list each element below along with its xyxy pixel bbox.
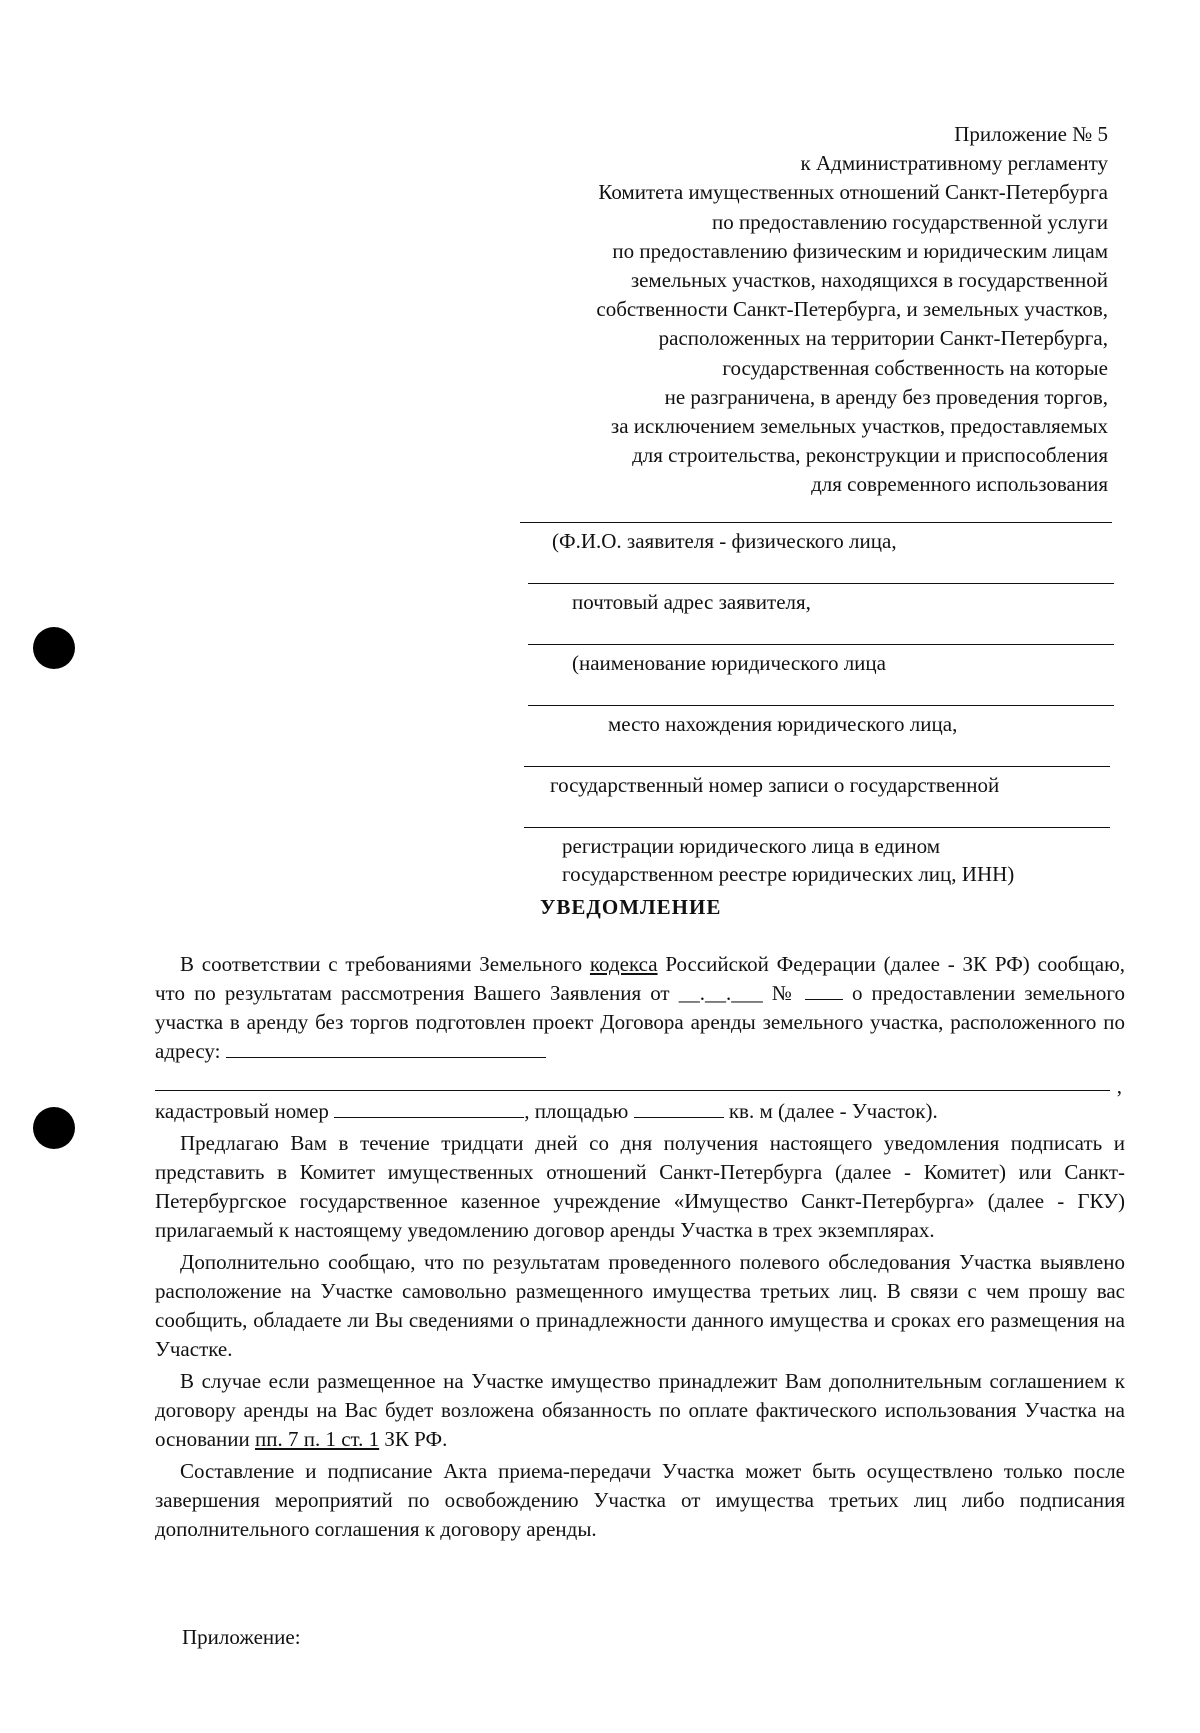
applicant-fields (520, 500, 1130, 888)
header-line: для строительства, реконструкции и приспособления (632, 443, 1108, 468)
paragraph-intro (155, 950, 1125, 1066)
land-code-link[interactable]: кодекса (589, 952, 658, 976)
text: В соответствии с требованиями Земельного (180, 952, 583, 976)
header-line: земельных участков, находящихся в государственной (630, 268, 1108, 293)
text: , площадью (524, 1099, 629, 1123)
header-line: не разграничена, в аренду без проведения торгов, (664, 384, 1108, 409)
field-caption: почтовый адрес заявителя, (572, 590, 811, 614)
address-blank[interactable] (226, 1039, 546, 1058)
field-registry-inn[interactable] (520, 827, 1130, 888)
text: Российской Федерации (далее - ЗК РФ) сообщаю, что по результатам рассмотрения Вашего Заявления от (155, 952, 1126, 1005)
header-line: государственная собственность на которые (722, 355, 1108, 380)
area-blank[interactable] (634, 1099, 724, 1118)
paragraph-inspection: Дополнительно сообщаю, что по результатам проведенного полевого обследования Участка выявлено расположение на Участке самовольно размещенного имущества третьих лиц. В связи с чем прошу вас сообщить, обладаете ли Вы сведениями о принадлежности данного имущества и сроках его размещения на Участке. (155, 1250, 1125, 1361)
field-caption: регистрации юридического лица в едином (562, 834, 941, 858)
appendix-header (468, 120, 1108, 500)
header-line: по предоставлению физическим и юридическим лицам (612, 238, 1108, 263)
field-caption: место нахождения юридического лица, (608, 712, 958, 736)
header-line: расположенных на территории Санкт-Петербурга, (658, 326, 1108, 351)
text: № (771, 981, 796, 1005)
field-applicant-name[interactable] (520, 522, 1130, 555)
field-caption: государственный номер записи о государственной (550, 773, 1000, 797)
text: о предоставлении земельного участка в аренду без торгов подготовлен проект Договора аренды земельного участка, расположенного по адресу: (155, 981, 1125, 1063)
appendix-label: Приложение: (182, 1625, 301, 1649)
notice-body (155, 950, 1125, 1547)
notice-title: УВЕДОМЛЕНИЕ (540, 895, 722, 919)
text: ЗК РФ. (384, 1427, 448, 1451)
header-line: по предоставлению государственной услуги (712, 209, 1108, 234)
cadastral-number-blank[interactable] (334, 1099, 524, 1118)
header-line: собственности Санкт-Петербурга, и земельных участков, (596, 297, 1108, 322)
text: В случае если размещенное на Участке имущество принадлежит Вам дополнительным соглашением к договору аренды на Вас будет возложена обязанность по оплате фактического использования Участка на основании (155, 1369, 1125, 1451)
text: кв. м (далее - Участок). (728, 1099, 938, 1123)
punch-hole-top (33, 627, 75, 669)
header-line: за исключением земельных участков, предоставляемых (610, 414, 1108, 439)
field-caption: (Ф.И.О. заявителя - физического лица, (552, 529, 897, 553)
address-blank-line[interactable] (155, 1070, 1122, 1098)
comma: , (1116, 1074, 1122, 1098)
field-postal-address[interactable] (520, 583, 1130, 616)
header-line: Приложение № 5 (954, 122, 1108, 146)
header-line: к Административному регламенту (800, 151, 1108, 176)
paragraph-offer: Предлагаю Вам в течение тридцати дней со дня получения настоящего уведомления подписать и представить в Комитет имущественных отношений Санкт-Петербурга (далее - Комитет) или Санкт-Петербургское государственное казенное учреждение «Имущество Санкт-Петербурга» (далее - ГКУ) прилагаемый к настоящему уведомлению договор аренды Участка в трех экземплярах. (155, 1131, 1125, 1242)
field-caption: (наименование юридического лица (572, 651, 886, 675)
field-registration-number[interactable] (520, 766, 1130, 799)
paragraph-act: Составление и подписание Акта приема-передачи Участка может быть осуществлено только после завершения мероприятий по освобождению Участка от имущества третьих лиц либо подписания дополнительного соглашения к договору аренды. (155, 1459, 1125, 1541)
article-link[interactable]: пп. 7 п. 1 ст. 1 (255, 1427, 380, 1451)
cadastral-line (155, 1097, 1125, 1126)
field-legal-entity-name[interactable] (520, 644, 1130, 677)
field-legal-entity-location[interactable] (520, 705, 1130, 738)
header-line: для современного использования (811, 472, 1108, 497)
text: кадастровый номер (155, 1099, 329, 1123)
date-blank[interactable]: __.__.___ (678, 981, 763, 1005)
number-blank[interactable] (805, 981, 843, 1000)
field-caption: государственном реестре юридических лиц, ИНН) (562, 862, 1015, 886)
header-line: Комитета имущественных отношений Санкт-Петербурга (598, 180, 1108, 205)
punch-hole-bottom (33, 1107, 75, 1149)
paragraph-supplement (155, 1367, 1125, 1454)
